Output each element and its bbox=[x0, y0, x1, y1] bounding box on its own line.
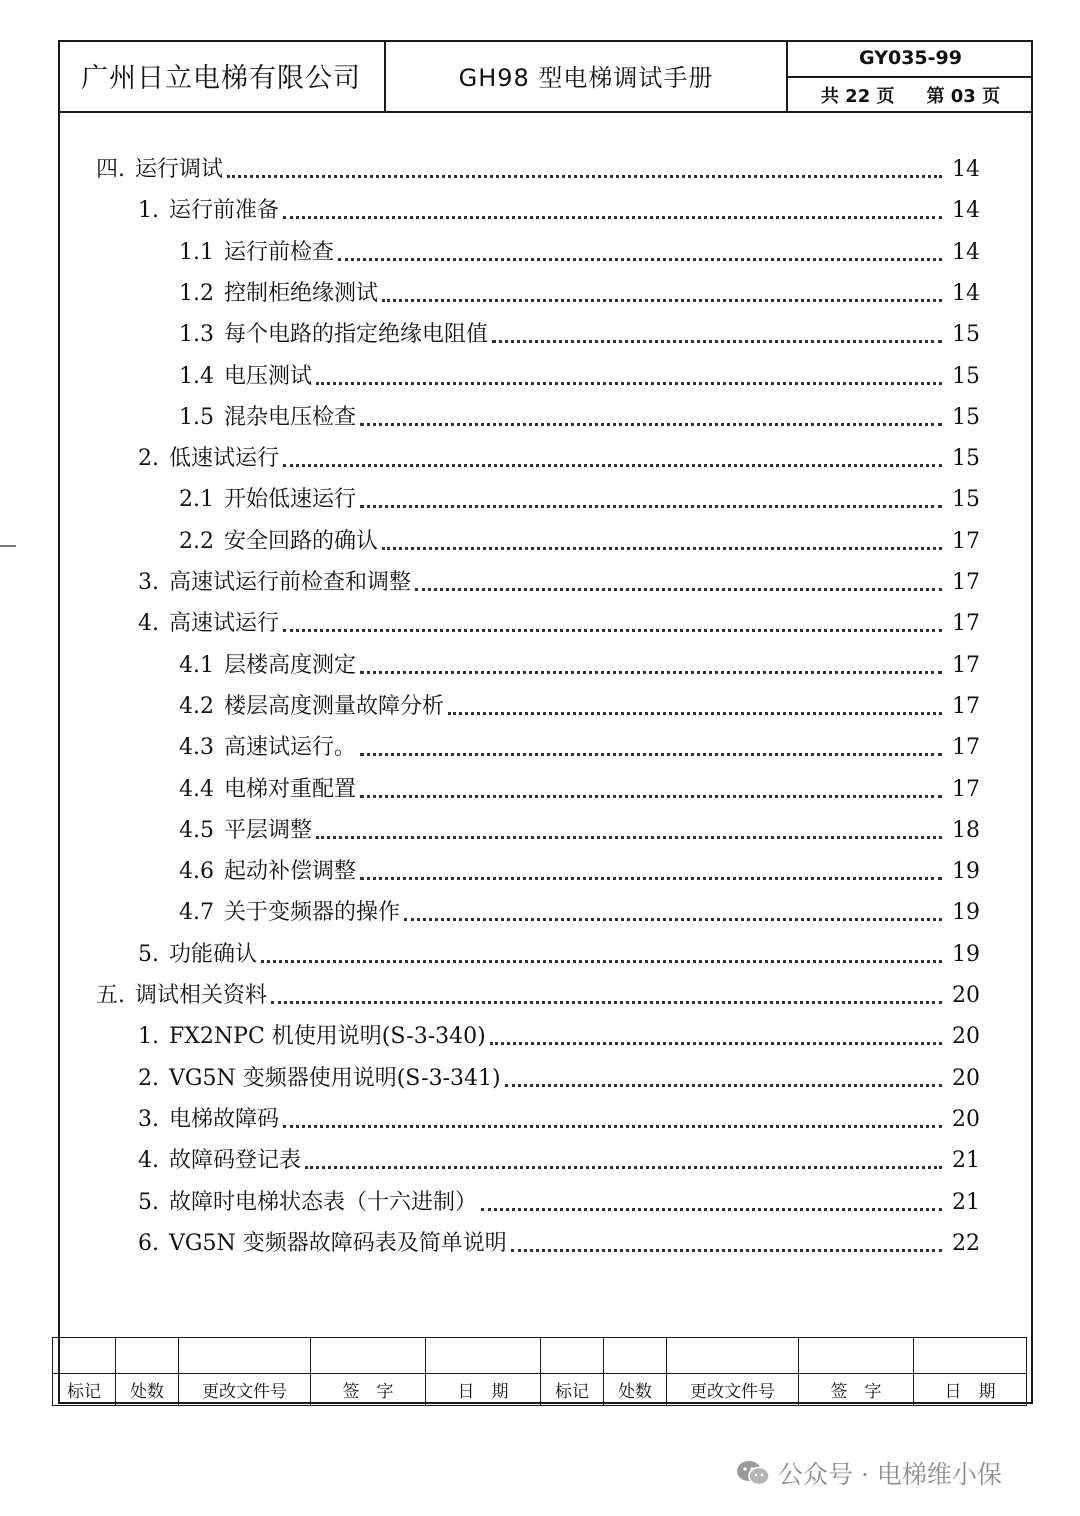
toc-entry-page: 15 bbox=[952, 363, 980, 389]
page-count bbox=[788, 78, 1033, 111]
toc-leader-dots bbox=[415, 588, 942, 591]
toc-entry bbox=[96, 976, 980, 1010]
toc-entry bbox=[179, 811, 980, 845]
toc-leader-dots bbox=[261, 960, 942, 963]
revision-label-row bbox=[53, 1374, 1027, 1406]
toc-entry-page: 14 bbox=[952, 239, 980, 265]
toc-entry-title: FX2NPC 机使用说明(S-3-340) bbox=[169, 1024, 486, 1050]
toc-leader-dots bbox=[360, 877, 942, 880]
toc-leader-dots bbox=[316, 382, 942, 385]
toc-entry bbox=[96, 150, 980, 184]
toc-entry-page: 15 bbox=[952, 446, 980, 472]
toc-entry-page: 17 bbox=[952, 611, 980, 637]
toc-leader-dots bbox=[305, 1166, 942, 1169]
toc-entry-number: 1.1 bbox=[179, 239, 214, 265]
toc-entry-page: 20 bbox=[952, 983, 980, 1008]
toc-entry-title: 起动补偿调整 bbox=[224, 859, 357, 885]
document-code-block bbox=[788, 40, 1033, 111]
toc-entry bbox=[179, 770, 980, 804]
watermark-text: 公众号 · 电梯维小保 bbox=[778, 1460, 1002, 1489]
toc-entry-number: 3. bbox=[138, 570, 159, 595]
total-pages: 共 22 页 bbox=[820, 85, 895, 107]
revision-blank-row bbox=[53, 1338, 1027, 1374]
toc-entry-number: 1.5 bbox=[179, 404, 214, 430]
toc-entry-number: 4.6 bbox=[179, 859, 214, 885]
toc-entry-number: 五. bbox=[96, 983, 125, 1008]
toc-leader-dots bbox=[360, 795, 942, 798]
toc-entry-number: 3. bbox=[138, 1106, 159, 1132]
toc-leader-dots bbox=[404, 918, 942, 921]
toc-entry bbox=[138, 604, 980, 638]
toc-leader-dots bbox=[283, 629, 942, 632]
toc-entry-title: 电梯对重配置 bbox=[224, 776, 357, 802]
toc-entry-number: 2.1 bbox=[179, 487, 214, 513]
toc-entry-title: 电压测试 bbox=[224, 363, 313, 389]
toc-entry-page: 17 bbox=[952, 735, 980, 761]
toc-entry-number: 1.2 bbox=[179, 280, 214, 306]
toc-leader-dots bbox=[490, 1042, 942, 1045]
toc-entry bbox=[138, 1100, 980, 1134]
label-date: 日 期 bbox=[426, 1374, 541, 1406]
toc-entry bbox=[179, 728, 980, 762]
label-mark: 标记 bbox=[541, 1374, 604, 1406]
toc-entry-page: 19 bbox=[952, 859, 980, 885]
toc-entry-page: 20 bbox=[952, 1106, 980, 1132]
toc-entry-page: 17 bbox=[952, 693, 980, 719]
toc-entry-title: 关于变频器的操作 bbox=[224, 900, 401, 926]
toc-entry-page: 19 bbox=[952, 900, 980, 926]
toc-leader-dots bbox=[481, 1208, 942, 1211]
toc-entry bbox=[179, 893, 980, 927]
toc-entry-title: VG5N 变频器使用说明(S-3-341) bbox=[169, 1065, 501, 1091]
toc-entry-title: 电梯故障码 bbox=[169, 1106, 280, 1132]
toc-entry-number: 4.7 bbox=[179, 900, 214, 926]
toc-entry-number: 1. bbox=[138, 1024, 159, 1050]
toc-entry-page: 17 bbox=[952, 570, 980, 595]
label-count: 处数 bbox=[604, 1374, 667, 1406]
toc-leader-dots bbox=[227, 175, 942, 178]
toc-entry-title: 高速试运行。 bbox=[224, 735, 357, 761]
toc-entry-title: 功能确认 bbox=[169, 941, 258, 967]
toc-entry-title: 混杂电压检查 bbox=[224, 404, 357, 430]
toc-entry bbox=[138, 191, 980, 225]
toc-leader-dots bbox=[511, 1249, 942, 1252]
toc-leader-dots bbox=[316, 836, 942, 839]
toc-entry-number: 4.3 bbox=[179, 735, 214, 761]
toc-entry-title: 层楼高度测定 bbox=[224, 652, 357, 678]
toc-entry bbox=[138, 1183, 980, 1217]
current-page: 第 03 页 bbox=[926, 85, 1001, 107]
toc-entry bbox=[179, 852, 980, 886]
toc-leader-dots bbox=[360, 671, 942, 674]
toc-leader-dots bbox=[271, 1001, 942, 1004]
toc-leader-dots bbox=[492, 340, 942, 343]
toc-entry-title: 调试相关资料 bbox=[135, 983, 268, 1008]
toc-entry-page: 20 bbox=[952, 1024, 980, 1050]
toc-entry-title: 安全回路的确认 bbox=[224, 528, 379, 554]
toc-entry-page: 17 bbox=[952, 652, 980, 678]
toc-entry bbox=[179, 274, 980, 308]
manual-title: GH98 型电梯调试手册 bbox=[386, 40, 788, 111]
toc-entry-page: 17 bbox=[952, 776, 980, 802]
toc-entry-title: 运行前检查 bbox=[224, 239, 335, 265]
toc-entry-page: 22 bbox=[952, 1230, 980, 1256]
toc-entry bbox=[138, 563, 980, 597]
toc-leader-dots bbox=[283, 216, 942, 219]
toc-entry-number: 4.5 bbox=[179, 817, 214, 843]
toc-entry bbox=[138, 1017, 980, 1051]
toc-entry-page: 19 bbox=[952, 941, 980, 967]
scan-edge-mark bbox=[0, 545, 16, 547]
toc-entry-number: 4. bbox=[138, 611, 159, 637]
toc-entry bbox=[179, 646, 980, 680]
toc-entry-title: 故障时电梯状态表（十六进制） bbox=[169, 1189, 478, 1215]
toc-entry-title: 控制柜绝缘测试 bbox=[224, 280, 379, 306]
toc-entry bbox=[138, 1059, 980, 1093]
toc-entry-title: 开始低速运行 bbox=[224, 487, 357, 513]
toc-entry bbox=[179, 522, 980, 556]
toc-entry-title: 每个电路的指定绝缘电阻值 bbox=[224, 322, 489, 348]
toc-entry bbox=[179, 233, 980, 267]
label-date: 日 期 bbox=[914, 1374, 1027, 1406]
document-code: GY035-99 bbox=[788, 40, 1033, 78]
toc-entry-title: 运行调试 bbox=[135, 157, 224, 182]
toc-entry bbox=[179, 315, 980, 349]
toc-leader-dots bbox=[283, 1125, 942, 1128]
toc-entry-title: 低速试运行 bbox=[169, 446, 280, 472]
toc-entry bbox=[179, 357, 980, 391]
toc-entry-title: 运行前准备 bbox=[169, 198, 280, 224]
toc-entry-page: 14 bbox=[952, 198, 980, 224]
toc-entry-number: 2. bbox=[138, 1065, 159, 1091]
label-mark: 标记 bbox=[53, 1374, 116, 1406]
toc-entry-page: 21 bbox=[952, 1148, 980, 1174]
toc-leader-dots bbox=[360, 505, 942, 508]
toc-entry bbox=[179, 480, 980, 514]
toc-entry-number: 5. bbox=[138, 1189, 159, 1215]
toc-entry-title: 高速试运行 bbox=[169, 611, 280, 637]
toc-entry bbox=[138, 439, 980, 473]
toc-entry-number: 4.4 bbox=[179, 776, 214, 802]
toc-entry-number: 1.3 bbox=[179, 322, 214, 348]
label-signature: 签 字 bbox=[311, 1374, 426, 1406]
label-change-doc: 更改文件号 bbox=[667, 1374, 799, 1406]
toc-entry-page: 14 bbox=[952, 280, 980, 306]
watermark bbox=[736, 1455, 1002, 1491]
toc-entry-page: 15 bbox=[952, 404, 980, 430]
toc-entry-title: 故障码登记表 bbox=[169, 1148, 302, 1174]
toc-leader-dots bbox=[283, 464, 942, 467]
toc-leader-dots bbox=[360, 753, 942, 756]
toc-entry-number: 1. bbox=[138, 198, 159, 224]
toc-entry-title: 楼层高度测量故障分析 bbox=[224, 693, 445, 719]
toc-entry-page: 20 bbox=[952, 1065, 980, 1091]
toc-entry-number: 四. bbox=[96, 157, 125, 182]
toc-entry-page: 17 bbox=[952, 528, 980, 554]
toc-entry-page: 15 bbox=[952, 322, 980, 348]
toc-entry-number: 4. bbox=[138, 1148, 159, 1174]
toc-entry-number: 5. bbox=[138, 941, 159, 967]
toc-entry-page: 21 bbox=[952, 1189, 980, 1215]
toc-leader-dots bbox=[338, 258, 942, 261]
toc-entry bbox=[179, 687, 980, 721]
toc-entry bbox=[138, 935, 980, 969]
label-change-doc: 更改文件号 bbox=[179, 1374, 311, 1406]
toc-entry bbox=[138, 1224, 980, 1258]
toc-entry-page: 18 bbox=[952, 817, 980, 843]
toc-leader-dots bbox=[505, 1084, 942, 1087]
toc-entry-number: 4.2 bbox=[179, 693, 214, 719]
toc-entry bbox=[138, 1141, 980, 1175]
toc-leader-dots bbox=[382, 299, 942, 302]
toc-entry bbox=[179, 398, 980, 432]
toc-entry-title: 平层调整 bbox=[224, 817, 313, 843]
label-count: 处数 bbox=[116, 1374, 179, 1406]
label-signature: 签 字 bbox=[799, 1374, 914, 1406]
toc-entry-number: 6. bbox=[138, 1230, 159, 1256]
toc-entry-number: 2.2 bbox=[179, 528, 214, 554]
document-header bbox=[58, 40, 1033, 113]
toc-entry-number: 4.1 bbox=[179, 652, 214, 678]
company-name: 广州日立电梯有限公司 bbox=[58, 40, 386, 111]
toc-entry-title: VG5N 变频器故障码表及简单说明 bbox=[169, 1230, 507, 1256]
wechat-icon bbox=[736, 1459, 770, 1487]
revision-table bbox=[52, 1337, 1027, 1406]
toc-entry-page: 14 bbox=[952, 157, 980, 182]
toc-entry-page: 15 bbox=[952, 487, 980, 513]
toc-leader-dots bbox=[448, 712, 942, 715]
toc-entry-title: 高速试运行前检查和调整 bbox=[169, 570, 412, 595]
toc-entry-number: 1.4 bbox=[179, 363, 214, 389]
toc-leader-dots bbox=[360, 423, 942, 426]
toc-leader-dots bbox=[382, 547, 942, 550]
toc-entry-number: 2. bbox=[138, 446, 159, 472]
